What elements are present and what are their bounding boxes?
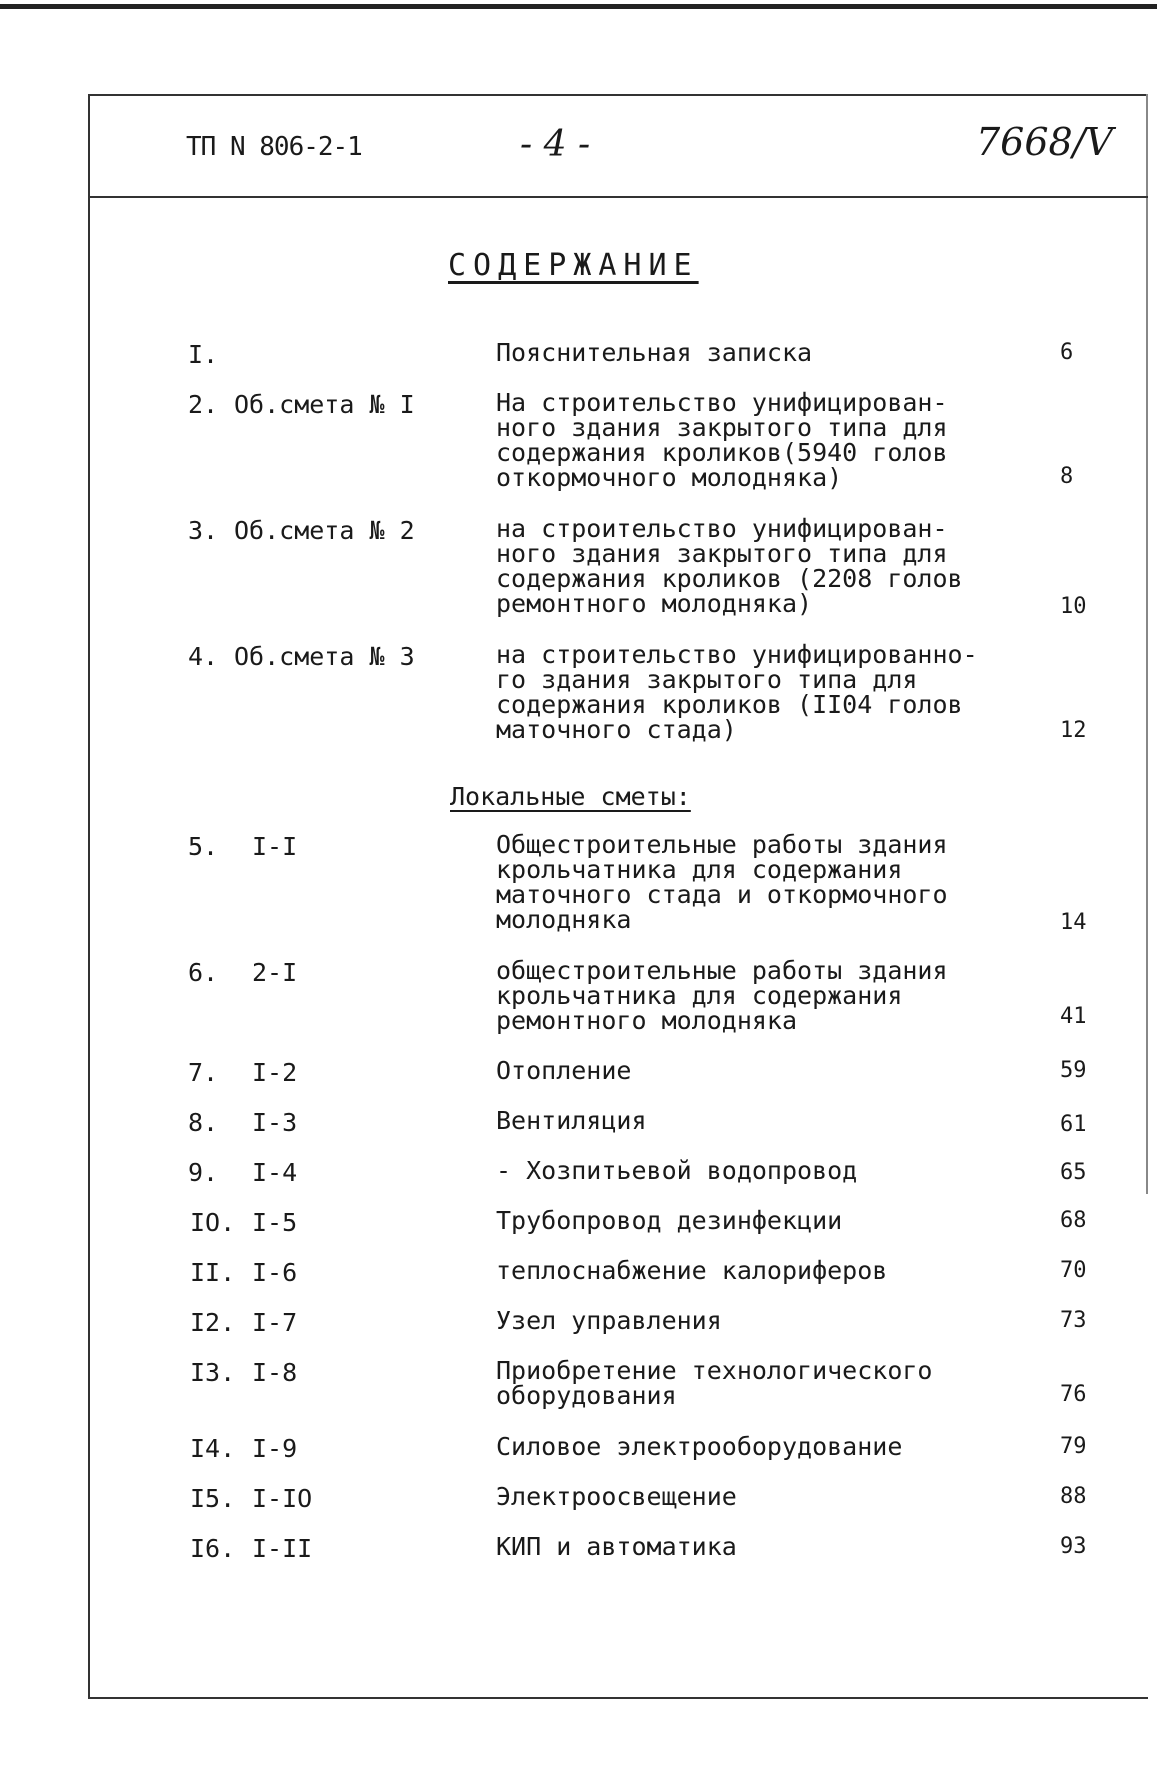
entry-code: Об.смета № I	[234, 390, 415, 419]
entry-number: 7.	[188, 1058, 219, 1087]
entry-code: I-4	[252, 1158, 298, 1187]
document-code: ТП N 806-2-1	[186, 132, 362, 162]
entry-description: Общестроительные работы здания крольчатника для содержания маточного стада и откормочного молодняка	[496, 830, 948, 934]
entry-page: 65	[1060, 1160, 1087, 1185]
page-marker: - 4 -	[520, 124, 591, 165]
entry-description: общестроительные работы здания крольчатника для содержания ремонтного молодняка	[496, 956, 948, 1035]
entry-description: Силовое электрооборудование	[496, 1432, 903, 1461]
entry-page: 41	[1060, 1004, 1087, 1029]
entry-code: I-3	[252, 1108, 298, 1137]
entry-page: 61	[1060, 1112, 1087, 1137]
entry-page: 10	[1060, 594, 1087, 619]
entry-number: I6.	[190, 1534, 236, 1563]
entry-number: I3.	[190, 1358, 236, 1387]
local-estimates-heading-text: Локальные сметы:	[450, 782, 691, 811]
entry-code: I-8	[252, 1358, 298, 1387]
top-edge-rule	[0, 4, 1157, 9]
entry-code: Об.смета № 3	[234, 642, 415, 671]
entry-number: I.	[188, 340, 219, 369]
entry-code: I-IO	[252, 1484, 313, 1513]
entry-description: Отопление	[496, 1056, 632, 1085]
entry-description: Электроосвещение	[496, 1482, 737, 1511]
entry-number: I5.	[190, 1484, 236, 1513]
archive-number: 7668/V	[976, 120, 1113, 164]
entry-description: Узел управления	[496, 1306, 722, 1335]
page-title: СОДЕРЖАНИЕ	[448, 248, 699, 283]
entry-page: 73	[1060, 1308, 1087, 1333]
entry-page: 68	[1060, 1208, 1087, 1233]
local-estimates-heading	[450, 782, 691, 811]
entry-code: Об.смета № 2	[234, 516, 415, 545]
entry-page: 70	[1060, 1258, 1087, 1283]
entry-page: 76	[1060, 1382, 1087, 1407]
entry-code: 2-I	[252, 958, 298, 987]
entry-page: 59	[1060, 1058, 1087, 1083]
entry-description: КИП и автоматика	[496, 1532, 737, 1561]
entry-description: На строительство унифицирован- ного здания закрытого типа для содержания кроликов(5940 голов откормочного молодняка)	[496, 388, 948, 492]
entry-number: 8.	[188, 1108, 219, 1137]
entry-code: I-2	[252, 1058, 298, 1087]
entry-code: I-II	[252, 1534, 313, 1563]
entry-number: II.	[190, 1258, 236, 1287]
entry-code: I-7	[252, 1308, 298, 1337]
entry-description: Трубопровод дезинфекции	[496, 1206, 843, 1235]
entry-number: 3.	[188, 516, 219, 545]
entry-page: 88	[1060, 1484, 1087, 1509]
entry-description: теплоснабжение калориферов	[496, 1256, 888, 1285]
entry-page: 6	[1060, 340, 1074, 365]
entry-page: 79	[1060, 1434, 1087, 1459]
entry-code: I-5	[252, 1208, 298, 1237]
entry-page: 12	[1060, 718, 1087, 743]
page-frame-right-edge	[1146, 94, 1148, 1194]
entry-code: I-I	[252, 832, 298, 861]
entry-description: - Хозпитьевой водопровод	[496, 1156, 858, 1185]
entry-number: 5.	[188, 832, 219, 861]
entry-number: 4.	[188, 642, 219, 671]
entry-page: 14	[1060, 910, 1087, 935]
entry-number: I2.	[190, 1308, 236, 1337]
entry-code: I-9	[252, 1434, 298, 1463]
entry-number: 9.	[188, 1158, 219, 1187]
entry-number: I4.	[190, 1434, 236, 1463]
entry-code: I-6	[252, 1258, 298, 1287]
entry-description: Пояснительная записка	[496, 338, 813, 367]
entry-description: Приобретение технологического оборудования	[496, 1356, 933, 1410]
entry-description: Вентиляция	[496, 1106, 647, 1135]
entry-description: на строительство унифицированно- го здания закрытого типа для содержания кроликов (II04 голов маточного стада)	[496, 640, 978, 744]
entry-page: 93	[1060, 1534, 1087, 1559]
header-divider	[88, 196, 1148, 198]
entry-description: на строительство унифицирован- ного здания закрытого типа для содержания кроликов (2208 голов ремонтного молодняка)	[496, 514, 963, 618]
entry-number: IO.	[190, 1208, 236, 1237]
entry-page: 8	[1060, 464, 1074, 489]
entry-number: 2.	[188, 390, 219, 419]
entry-number: 6.	[188, 958, 219, 987]
